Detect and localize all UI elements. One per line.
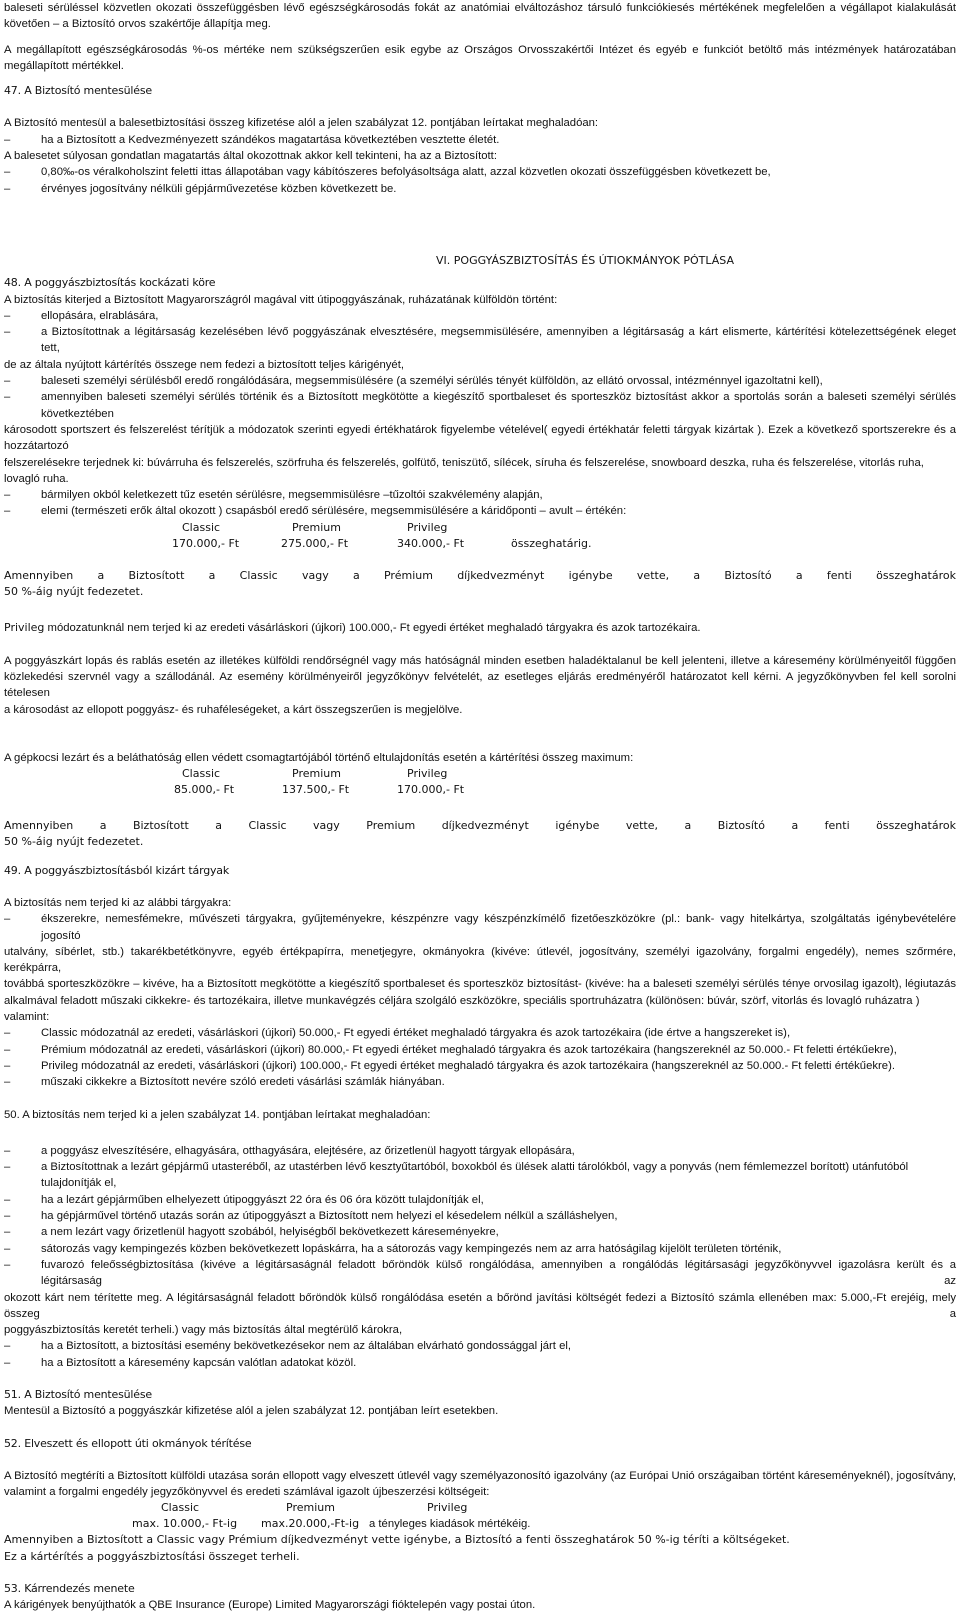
paragraph: A biztosítás kiterjed a Biztosított Magyarországról magával vitt útipoggyászának, ruházatának külföldön történt: [4,293,558,306]
intro-line: baleseti sérüléssel közvetlen okozati összefüggésben lévő egészségkárosodás fokát az anatómiai elváltozáshoz társuló funkciókiesés mértékének megfelelően a végállapot kialakulását [4,2,956,14]
intro-line: A megállapított egészségkárosodás %-os mértéke nem szükségszerűen esik egybe az Országos Orvosszakértői Intézet és egyéb e funkciót betöltő más intézmények határozatában [4,43,956,56]
list-item-continued: utalvány, síbérlet, stb.) takarékbetétkönyvre, egyéb értékpapírra, menetjegyre, okmányokra (kivéve: útlevél, jogosítvány, személyi igazolvány, forgalmi engedély), nemes szőrmére, kerékpárra, [4,945,956,975]
section-52-title: 52. Elveszett és ellopott úti okmányok térítése [4,1436,252,1450]
tier-label: Premium [292,767,341,781]
list-item: – ellopására, elrablására, [4,308,956,324]
actual-costs-label: a tényleges kiadások mértékéig. [369,1518,531,1531]
intro-line: megállapított mértékkel. [4,59,124,72]
paragraph [4,620,956,636]
paragraph: A poggyászkárt lopás és rablás esetén az illetékes külföldi rendőrségnél vagy más hatóságnál minden esetben haladéktalanul be kell jelenteni, illetve a káresemény körülményeitől függően [4,654,956,667]
tier-label: Classic [182,520,221,534]
paragraph: A gépkocsi lezárt és a beláthatóság ellen védett csomagtartójából történő eltulajdonítás esetén a kártérítési összeg maximum: [4,751,634,764]
list-item: – ha a lezárt gépjárműben elhelyezett útipoggyászt 22 óra és 06 óra között tulajdonítják el, [4,1192,956,1208]
list-item-continued: felszerelésekre terjednek ki: búvárruha és felszerelés, szörfruha és felszerelés, golfütő, teniszütő, sílécek, síruha és felszerelése, snowboard deszka, ruha és felszerelése, vitorlás ruha, lovagló ruha. [4,456,924,485]
amount-value: 137.500,- Ft [282,783,350,797]
tier-label: Privileg [407,520,448,534]
list-item: – Prémium módozatnál az eredeti, vásárláskori (újkori) 80.000,- Ft egyedi értéket meghaladó tárgyakra és azok tartozékaira (hangszereknél az 50.000.- Ft feletti értékűekre), [4,1042,956,1058]
list-item: – ha a Biztosított, a biztosítási esemény bekövetkezésekor nem az általában elvárható gondossággal járt el, [4,1338,956,1354]
list-item: – bármilyen okból keletkezett tűz esetén sérülésre, megsemmisülésre –tűzoltói szakvélemény alapján, [4,487,956,503]
list-item: – fuvarozó feleősségbiztosítása (kivéve a légitársaságnál feladott bőröndök külső rongálódása, amennyiben a rongálódás légitársasági jegyzőkönyvvel igazolásra került és a légitársaság az [4,1257,956,1290]
tier-label: Classic [161,1501,200,1515]
paragraph: 50 %-áig nyújt fedezetet. [4,835,144,849]
paragraph: Mentesül a Biztosító a poggyászkár kifizetése alól a jelen szabályzat 12. pontjában leírt esetekben. [4,1405,499,1418]
paragraph: valamint a forgalmi engedély jegyzőkönyvvel és eredeti számlával igazolt újbeszerzési költségeit: [4,1486,490,1499]
tier-name: Privileg [4,621,45,635]
document-page [4,0,956,1614]
paragraph: A kárigények benyújthatók a QBE Insurance (Europe) Limited Magyarországi fióktelepén vagy postai úton. [4,1599,536,1612]
section-47-title: 47. A Biztosító mentesülése [4,84,152,98]
amount-value: 275.000,- Ft [281,536,349,550]
paragraph: A Biztosító mentesül a balesetbiztosítási összeg kifizetése alól a jelen szabályzat 12. pontjában leírtakat meghaladóan: [4,117,599,130]
amount-value: 170.000,- Ft [172,536,240,550]
list-item: – elemi (természeti erők által okozott ) csapásból eredő sérülésére, megsemmisülésére a káridőponti – avult – értékén: [4,503,956,519]
paragraph: Amennyiben a Biztosított a Classic vagy Prémium díjkedvezményt vette igénybe, a Biztosító a fenti összeghatárok 50 %-ig téríti a költségeket. [4,1533,790,1547]
list-item: – érvényes jogosítvány nélküli gépjárművezetése közben következett be. [4,181,956,197]
paragraph: Amennyiben a Biztosított a Classic vagy Premium díjkedvezményt igénybe vette, a Biztosító a fenti összeghatárok [4,819,956,833]
list-item: – a Biztosítottnak a légitársaság kezelésében lévő poggyászának elvesztésére, megsemmisülésére, amennyiben a légitársaság a kárt elismerte, kártérítési kötelezettségének eleget tett, [4,324,956,357]
paragraph: a károsodást az ellopott poggyász- és ruhaféleségeket, a kárt összegszerűen is megjelölve. [4,703,463,716]
paragraph: Amennyiben a Biztosított a Classic vagy a Prémium díjkedvezményt igénybe vette, a Biztosító a fenti összeghatárok [4,568,956,582]
paragraph: közlekedési szervnél vagy a szállodánál. Az esemény körülményeiről jegyzőkönyv felvételét, az esetleges eljárás eredményéről határozatot kell kérni. A jegyzőkönyvben fel kell sorolni tételesen [4,670,956,700]
list-item-continued: károsodott sportszert és felszerelést térítjük a módozatok szerinti egyedi értékhatárok figyelembe vételével( egyedi értékhatár feletti tárgyak kizártak ). Ezek a következő sportszerekre és a hozzátartozó [4,423,956,453]
list-item: – ha a Biztosított a Kedvezményezett szándékos magatartása következtében vesztette életét. [4,132,956,148]
list-item: – sátorozás vagy kempingezés közben bekövetkezett lopáskárra, ha a sátorozás vagy kempingezés nem az arra hatóságilag kijelölt területen történik, [4,1241,956,1257]
list-item: – Classic módozatnál az eredeti, vásárláskori (újkori) 50.000,- Ft egyedi értéket meghaladó tárgyakra és azok tartozékaira (ide értve a hangszereket is), [4,1025,956,1041]
list-item: – műszaki cikkekre a Biztosított nevére szóló eredeti vásárlási számlák hiányában. [4,1074,956,1090]
list-item: – amennyiben baleseti személyi sérülés történik és a Biztosított megkötötte a kiegészítő sportbaleset és sporteszköz biztosítást akkor a sportolás során a baleseti személyi sérülés következtében [4,389,956,422]
limit-label: összeghatárig. [511,536,592,550]
list-item: – a nem lezárt vagy őrizetlenül hagyott szobából, helyiségből bekövetkezett káreseményekre, [4,1224,956,1240]
tier-label: Privileg [427,1501,468,1515]
tier-label: Privileg [407,767,448,781]
list-item: – ékszerekre, nemesfémekre, művészeti tárgyakra, gyűjteményekre, készpénzre vagy készpénzkímélő fizetőeszközökre (pl.: bank- vagy hitelkártya, szolgáltatás igénybevételére jogosító [4,911,956,944]
amount-value: max. 10.000,- Ft-ig [132,1517,238,1531]
paragraph-text: módozatunknál nem terjed ki az eredeti vásárláskori (újkori) 100.000,- Ft egyedi értéket meghaladó tárgyakra és azok tartozékaira. [44,622,701,635]
list-item: – ha a Biztosított a káresemény kapcsán valótlan adatokat közöl. [4,1355,956,1371]
list-item-continued: okozott kárt nem térítette meg. A légitársaságnál feladott bőröndök külső rongálódása esetén a bőrönd javítási költségét fedezi a Biztosító számla ellenében max: 5.000,-Ft erejéig, mely összeg a [4,1291,956,1320]
tier-label: Classic [182,767,221,781]
paragraph: Ez a kártérítés a poggyászbiztosítási összeget terheli. [4,1549,300,1563]
tier-label: Premium [292,520,341,534]
tier-label: Premium [286,1501,335,1515]
list-item: – a Biztosítottnak a lezárt gépjármű utasteréből, az utastérben lévő kesztyűtartóból, boxokból és ülések alatti tárolókból, vagy a ponyvás (nem fémlemezzel borított) utánfutóból tulajdonítják el, [4,1159,956,1192]
section-49-title: 49. A poggyászbiztosításból kizárt tárgyak [4,863,229,877]
tier-header-row [4,520,956,536]
section-6-heading: VI. POGGYÁSZBIZTOSÍTÁS ÉS ÚTIOKMÁNYOK PÓTLÁSA [436,253,734,267]
list-item-continued: továbbá sporteszközökre – kivéve, ha a Biztosított megkötötte a kiegészítő sportbaleset és sporteszköz biztosítást- (kivéve: ha a baleseti személyi sérülés ténye orvosilag igazolt), légiutazás [4,978,956,991]
amount-value: 170.000,- Ft [397,783,465,797]
list-item-continued: alkalmával feladott műszaki cikkekre- és tartozékaira, illetve munkavégzés céljára szolgáló eszközökre, speciális sportruházatra (különösen: búvár, szörf, vitorlás és lovagló ruházatra ) valamint: [4,994,920,1024]
section-48-title: 48. A poggyászbiztosítás kockázati köre [4,276,216,290]
tier-header-row [4,766,956,782]
amount-value: 340.000,- Ft [397,536,465,550]
section-51-title: 51. A Biztosító mentesülése [4,1388,152,1401]
paragraph: 50 %-áig nyújt fedezetet. [4,585,144,599]
tier-amount-row [4,536,956,552]
list-item: – Privileg módozatnál az eredeti, vásárláskori (újkori) 100.000,- Ft egyedi értéket meghaladó tárgyakra és azok tartozékaira (hangszereknél az 50.000.- Ft feletti értékűekre). [4,1058,956,1074]
list-item: – ha gépjárművel történő utazás során az útipoggyászt a Biztosított nem helyezi el késedelem nélkül a szálláshelyen, [4,1208,956,1224]
paragraph: A biztosítás nem terjed ki az alábbi tárgyakra: [4,896,232,909]
list-item: – baleseti személyi sérülésből eredő rongálódására, megsemmisülésére (a személyi sérülés tényét külföldön, az ellátó orvossal, intézménnyel igazoltatni kell), [4,373,956,389]
intro-line: követően – a Biztosító orvos szakértője állapítja meg. [4,18,271,31]
amount-value: 85.000,- Ft [174,783,235,797]
paragraph: A balesetet súlyosan gondatlan magatartás által okozottnak akkor kell tekinteni, ha az a Biztosított: [4,150,497,163]
list-item: – 0,80‰-os véralkoholszint feletti ittas állapotában vagy kábítószeres befolyásoltsága alatt, azzal közvetlen okozati összefüggésben következett be, [4,164,956,180]
tier-amount-row [4,1516,956,1532]
section-50-title: 50. A biztosítás nem terjed ki a jelen szabályzat 14. pontjában leírtakat meghaladóan: [4,1108,431,1121]
tier-header-row [4,1500,956,1516]
list-item: – a poggyász elveszítésére, elhagyására, otthagyására, elejtésére, az őrizetlenül hagyott tárgyak ellopására, [4,1143,956,1159]
paragraph: A Biztosító megtéríti a Biztosított külföldi utazása során ellopott vagy elveszett útlevél vagy személyazonosító igazolvány (az Európai Unió országaiban történt káreseményeknél), jogosítvány, [4,1469,956,1482]
list-item-continued: de az általa nyújtott kártérítés összege nem fedezi a biztosított teljes kárigényét, [4,358,404,371]
section-53-title: 53. Kárrendezés menete [4,1582,135,1596]
list-item-continued: poggyászbiztosítás keretét terheli.) vagy más biztosítás által megtérülő károkra, [4,1324,403,1337]
tier-amount-row [4,782,956,798]
amount-value: max.20.000,-Ft-ig [261,1517,360,1531]
